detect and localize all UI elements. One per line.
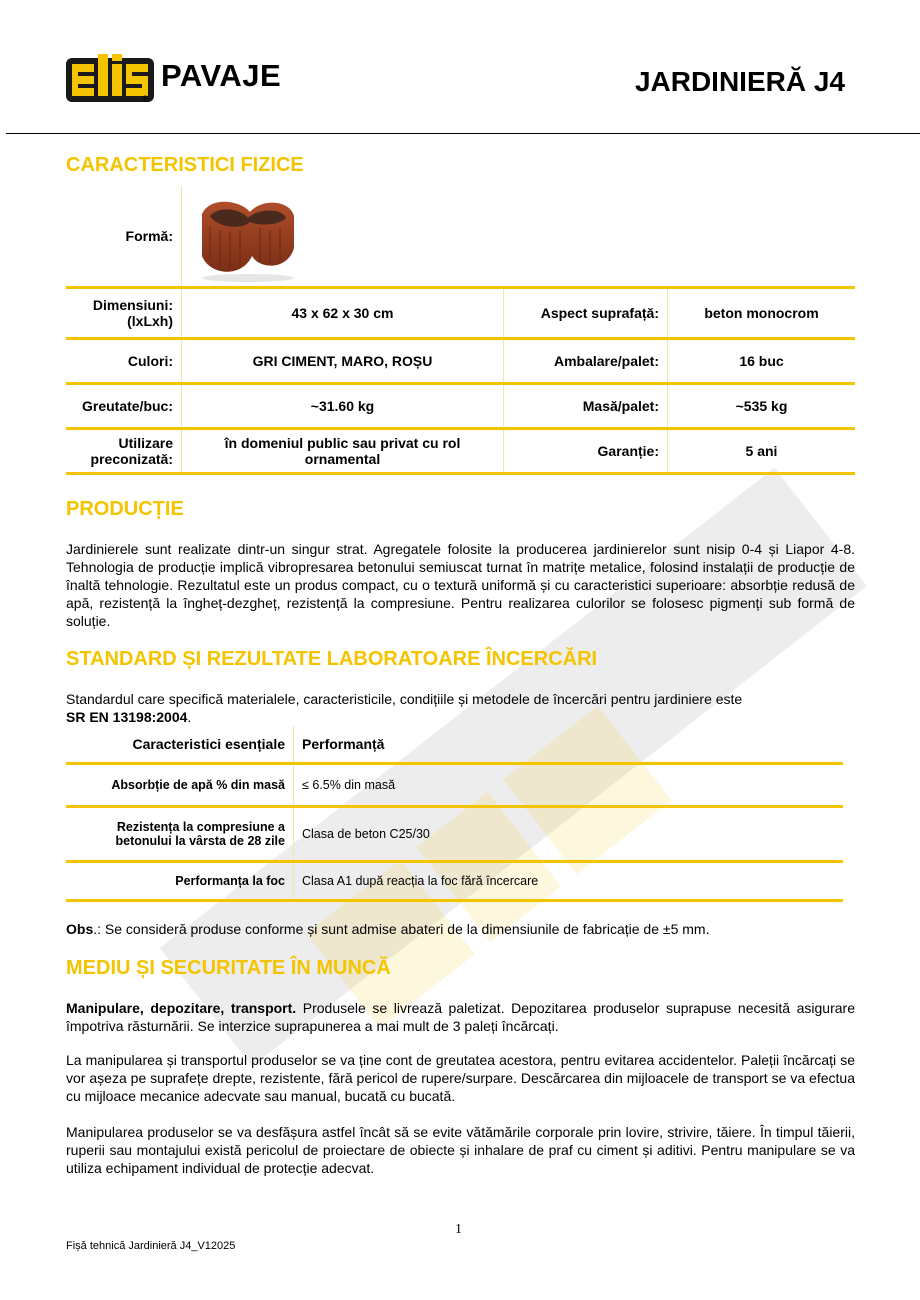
environment-paragraph-2: La manipularea și transportul produselor se va ține cont de greutatea acestora, pentru evitarea accidentelor. Paleții încărcați se vor așeza pe suprafețe drepte, rezistente, fără pericol de rupere/surpare. Descărcarea din mijloacele de transport se va efectua cu mijloace mecanice adecvate sau manual, bucată cu bucată.: [66, 1052, 855, 1104]
shape-row: [66, 186, 855, 286]
section-title-environment: MEDIU ȘI SECURITATE ÎN MUNCĂ: [66, 957, 391, 979]
production-paragraph: Jardinierele sunt realizate dintr-un singur strat. Agregatele folosite la producerea jardinierelor sunt nisip 0-4 și Liapor 4-8. Tehnologia de producție implică vibropresarea betonului semiuscat turnat în matrițe metalice, folosind instalații de producție de înaltă tehnologie. Rezultatul este un produs compact, cu o textură uniformă și cu caracteristici superioare: absorbție redusă de apă, rezistență la îngheț-dezgheț, rezistență la compresiune. Pentru realizarea culorilor se folosesc pigmenți sub formă de soluție.: [66, 541, 855, 629]
environment-paragraph-1: [66, 999, 855, 1035]
physical-value: GRI CIMENT, MARO, ROȘU: [182, 340, 504, 382]
physical-row: [66, 340, 855, 382]
standard-performance: Clasa A1 după reacția la foc fără încercare: [302, 874, 539, 888]
observation: [66, 920, 855, 938]
environment-p1-text: Produsele se livrează paletizat. Depozitarea produselor suprapuse necesită asigurare împotriva răsturnării. Se interzice suprapunerea a mai mult de 3 paleți încărcați.: [66, 1000, 855, 1034]
standard-characteristic: Rezistența la compresiune a betonului la vârsta de 28 zile: [66, 808, 294, 860]
standard-row: [66, 863, 843, 899]
physical-value: ~31.60 kg: [182, 385, 504, 427]
document-footer: Fișă tehnică Jardinieră J4_V12025: [66, 1240, 236, 1252]
physical-label: Masă/palet:: [504, 385, 668, 427]
observation-text: .: Se consideră produse conforme și sunt admise abateri de la dimensiunile de fabricație de ±5 mm.: [93, 921, 710, 937]
brand-name: PAVAJE: [161, 58, 282, 93]
header-divider: [6, 133, 920, 134]
physical-value: 43 x 62 x 30 cm: [182, 289, 504, 337]
standard-performance: ≤ 6.5% din masă: [302, 778, 396, 792]
standard-row: [66, 808, 843, 860]
standard-intro: [66, 690, 855, 726]
standard-code: SR EN 13198:2004: [66, 709, 188, 725]
page-number: 1: [455, 1222, 462, 1237]
physical-value: în domeniul public sau privat cu rol ornamental: [182, 430, 504, 472]
section-title-standard: STANDARD ȘI REZULTATE LABORATOARE ÎNCERCĂRI: [66, 648, 598, 670]
standard-header-row: [66, 726, 843, 762]
physical-label: Garanție:: [504, 430, 668, 472]
planter-illustration: [190, 186, 300, 286]
standard-intro-text: Standardul care specifică materialele, caracteristicile, condițiile și metodele de încercări pentru jardiniere este: [66, 691, 743, 707]
section-title-production: PRODUCȚIE: [66, 498, 184, 520]
physical-table: [66, 186, 855, 475]
standard-characteristic: Absorbție de apă % din masă: [66, 765, 294, 805]
physical-row: [66, 385, 855, 427]
document-title: JARDINIERĂ J4: [634, 66, 845, 97]
environment-paragraph-3: Manipularea produselor se va desfășura astfel încât să se evite vătămările corporale prin lovire, strivire, tăiere. În timpul tăierii, ruperii sau montajului există pericolul de proiectare de obiecte și inhalare de praf cu ciment și aditivi. Pentru manipulare se va utiliza echipament individual de protecție adecvat.: [66, 1124, 855, 1176]
physical-label: Dimensiuni: (lxLxh): [66, 289, 182, 337]
physical-row: [66, 289, 855, 337]
physical-value: 5 ani: [745, 443, 778, 459]
physical-label: Aspect suprafață:: [504, 289, 668, 337]
physical-label: Greutate/buc:: [66, 385, 182, 427]
standard-characteristic: Performanța la foc: [66, 863, 294, 899]
section-title-physical: CARACTERISTICI FIZICE: [66, 154, 304, 176]
standard-table: [66, 726, 843, 902]
physical-value: ~535 kg: [735, 398, 788, 414]
physical-row: [66, 430, 855, 472]
environment-p1-heading: Manipulare, depozitare, transport.: [66, 1000, 297, 1016]
standard-col-header: Caracteristici esențiale: [66, 726, 294, 762]
physical-label: Culori:: [66, 340, 182, 382]
physical-value: beton monocrom: [704, 305, 819, 321]
standard-code-suffix: .: [187, 709, 192, 725]
standard-row: [66, 765, 843, 805]
row-divider: [66, 472, 855, 475]
physical-label: Ambalare/palet:: [504, 340, 668, 382]
shape-label: Formă:: [66, 186, 182, 286]
product-image: [182, 186, 300, 286]
observation-label: Obs: [66, 921, 94, 937]
registered-mark: ®: [142, 94, 149, 104]
physical-value: 16 buc: [739, 353, 784, 369]
physical-label: Utilizare preconizată:: [66, 430, 182, 472]
standard-performance: Clasa de beton C25/30: [302, 827, 430, 841]
row-divider: [66, 899, 843, 902]
standard-col-header: Performanță: [302, 736, 385, 752]
